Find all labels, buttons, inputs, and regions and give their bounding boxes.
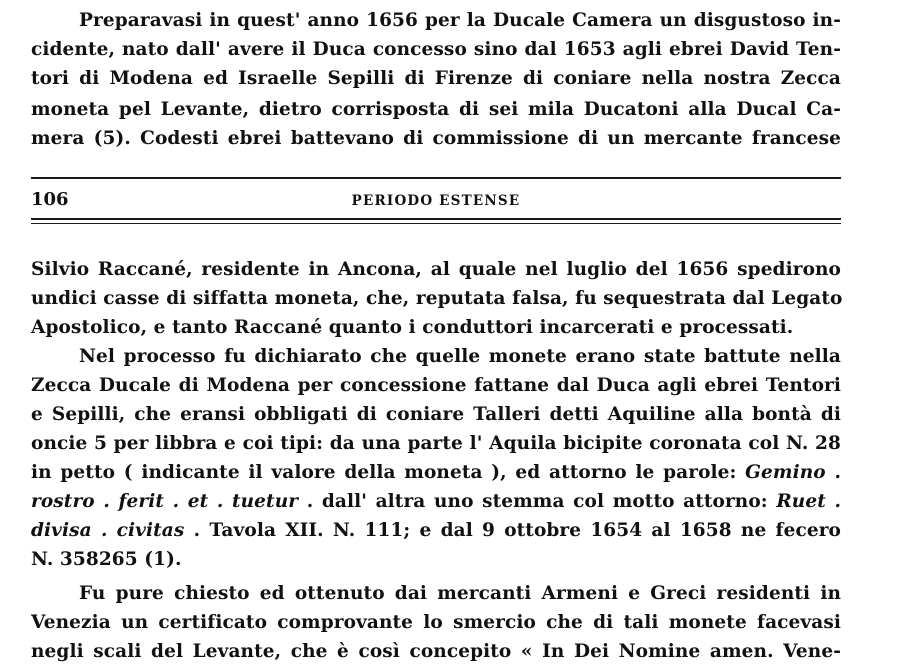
text-line: cidente, nato dall' avere il Duca concesso sino dal 1653 agli ebrei David Ten-: [31, 39, 841, 60]
latin-motto: divisa . civitas: [31, 520, 185, 541]
text-line: negli scali del Levante, che è così concepito « In Dei Nomine amen. Vene-: [31, 641, 841, 662]
text-line: Zecca Ducale di Modena per concessione fattane dal Duca agli ebrei Tentori: [31, 375, 841, 396]
header-bottom-rule: [31, 218, 841, 220]
text-line: Preparavasi in quest' anno 1656 per la Ducale Camera un disgustoso in-: [79, 10, 841, 31]
text-line: moneta pel Levante, dietro corrisposta di sei mila Ducatoni alla Ducal Ca-: [31, 99, 841, 120]
text-line: tori di Modena ed Israelle Sepilli di Firenze di coniare nella nostra Zecca: [31, 68, 841, 89]
text-line: [31, 518, 841, 544]
text-span: in petto ( indicante il valore della moneta ), ed attorno le parole:: [31, 462, 746, 483]
header-top-rule: [31, 177, 841, 179]
text-line: mera (5). Codesti ebrei battevano di commissione di un mercante francese: [31, 128, 841, 149]
text-line: Silvio Raccané, residente in Ancona, al quale nel luglio del 1656 spedirono: [31, 259, 841, 280]
text-line: undici casse di siffatta moneta, che, reputata falsa, fu sequestrata dal Legato: [31, 288, 843, 309]
text-line: Fu pure chiesto ed ottenuto dai mercanti Armeni e Greci residenti in: [79, 583, 841, 604]
text-line: [31, 489, 841, 515]
text-line: oncie 5 per libbra e coi tipi: da una parte l' Aquila bicipite coronata col N. 28: [31, 433, 841, 454]
latin-motto: Gemino .: [745, 462, 841, 483]
latin-motto: rostro . ferit . et . tuetur: [31, 491, 299, 512]
latin-motto: Ruet .: [776, 491, 841, 512]
text-line: e Sepilli, che eransi obbligati di coniare Talleri detti Aquiline alla bontà di: [31, 404, 841, 425]
running-title: PERIODO ESTENSE: [351, 193, 521, 209]
running-head: [31, 186, 841, 214]
header-bottom-rule-thin: [31, 223, 841, 224]
text-line: Nel processo fu dichiarato che quelle monete erano state battute nella: [79, 346, 841, 367]
page-number: 106: [31, 189, 69, 210]
text-line: N. 358265 (1).: [31, 549, 182, 570]
text-line: [31, 460, 841, 486]
text-line: Venezia un certificato comprovante lo smercio che di tali monete facevasi: [31, 612, 841, 633]
text-span: . Tavola XII. N. 111; e dal 9 ottobre 1654 al 1658 ne fecero: [184, 520, 841, 541]
text-line: Apostolico, e tanto Raccané quanto i conduttori incarcerati e processati.: [31, 317, 794, 338]
text-span: . dall' altra uno stemma col motto attorno:: [298, 491, 777, 512]
